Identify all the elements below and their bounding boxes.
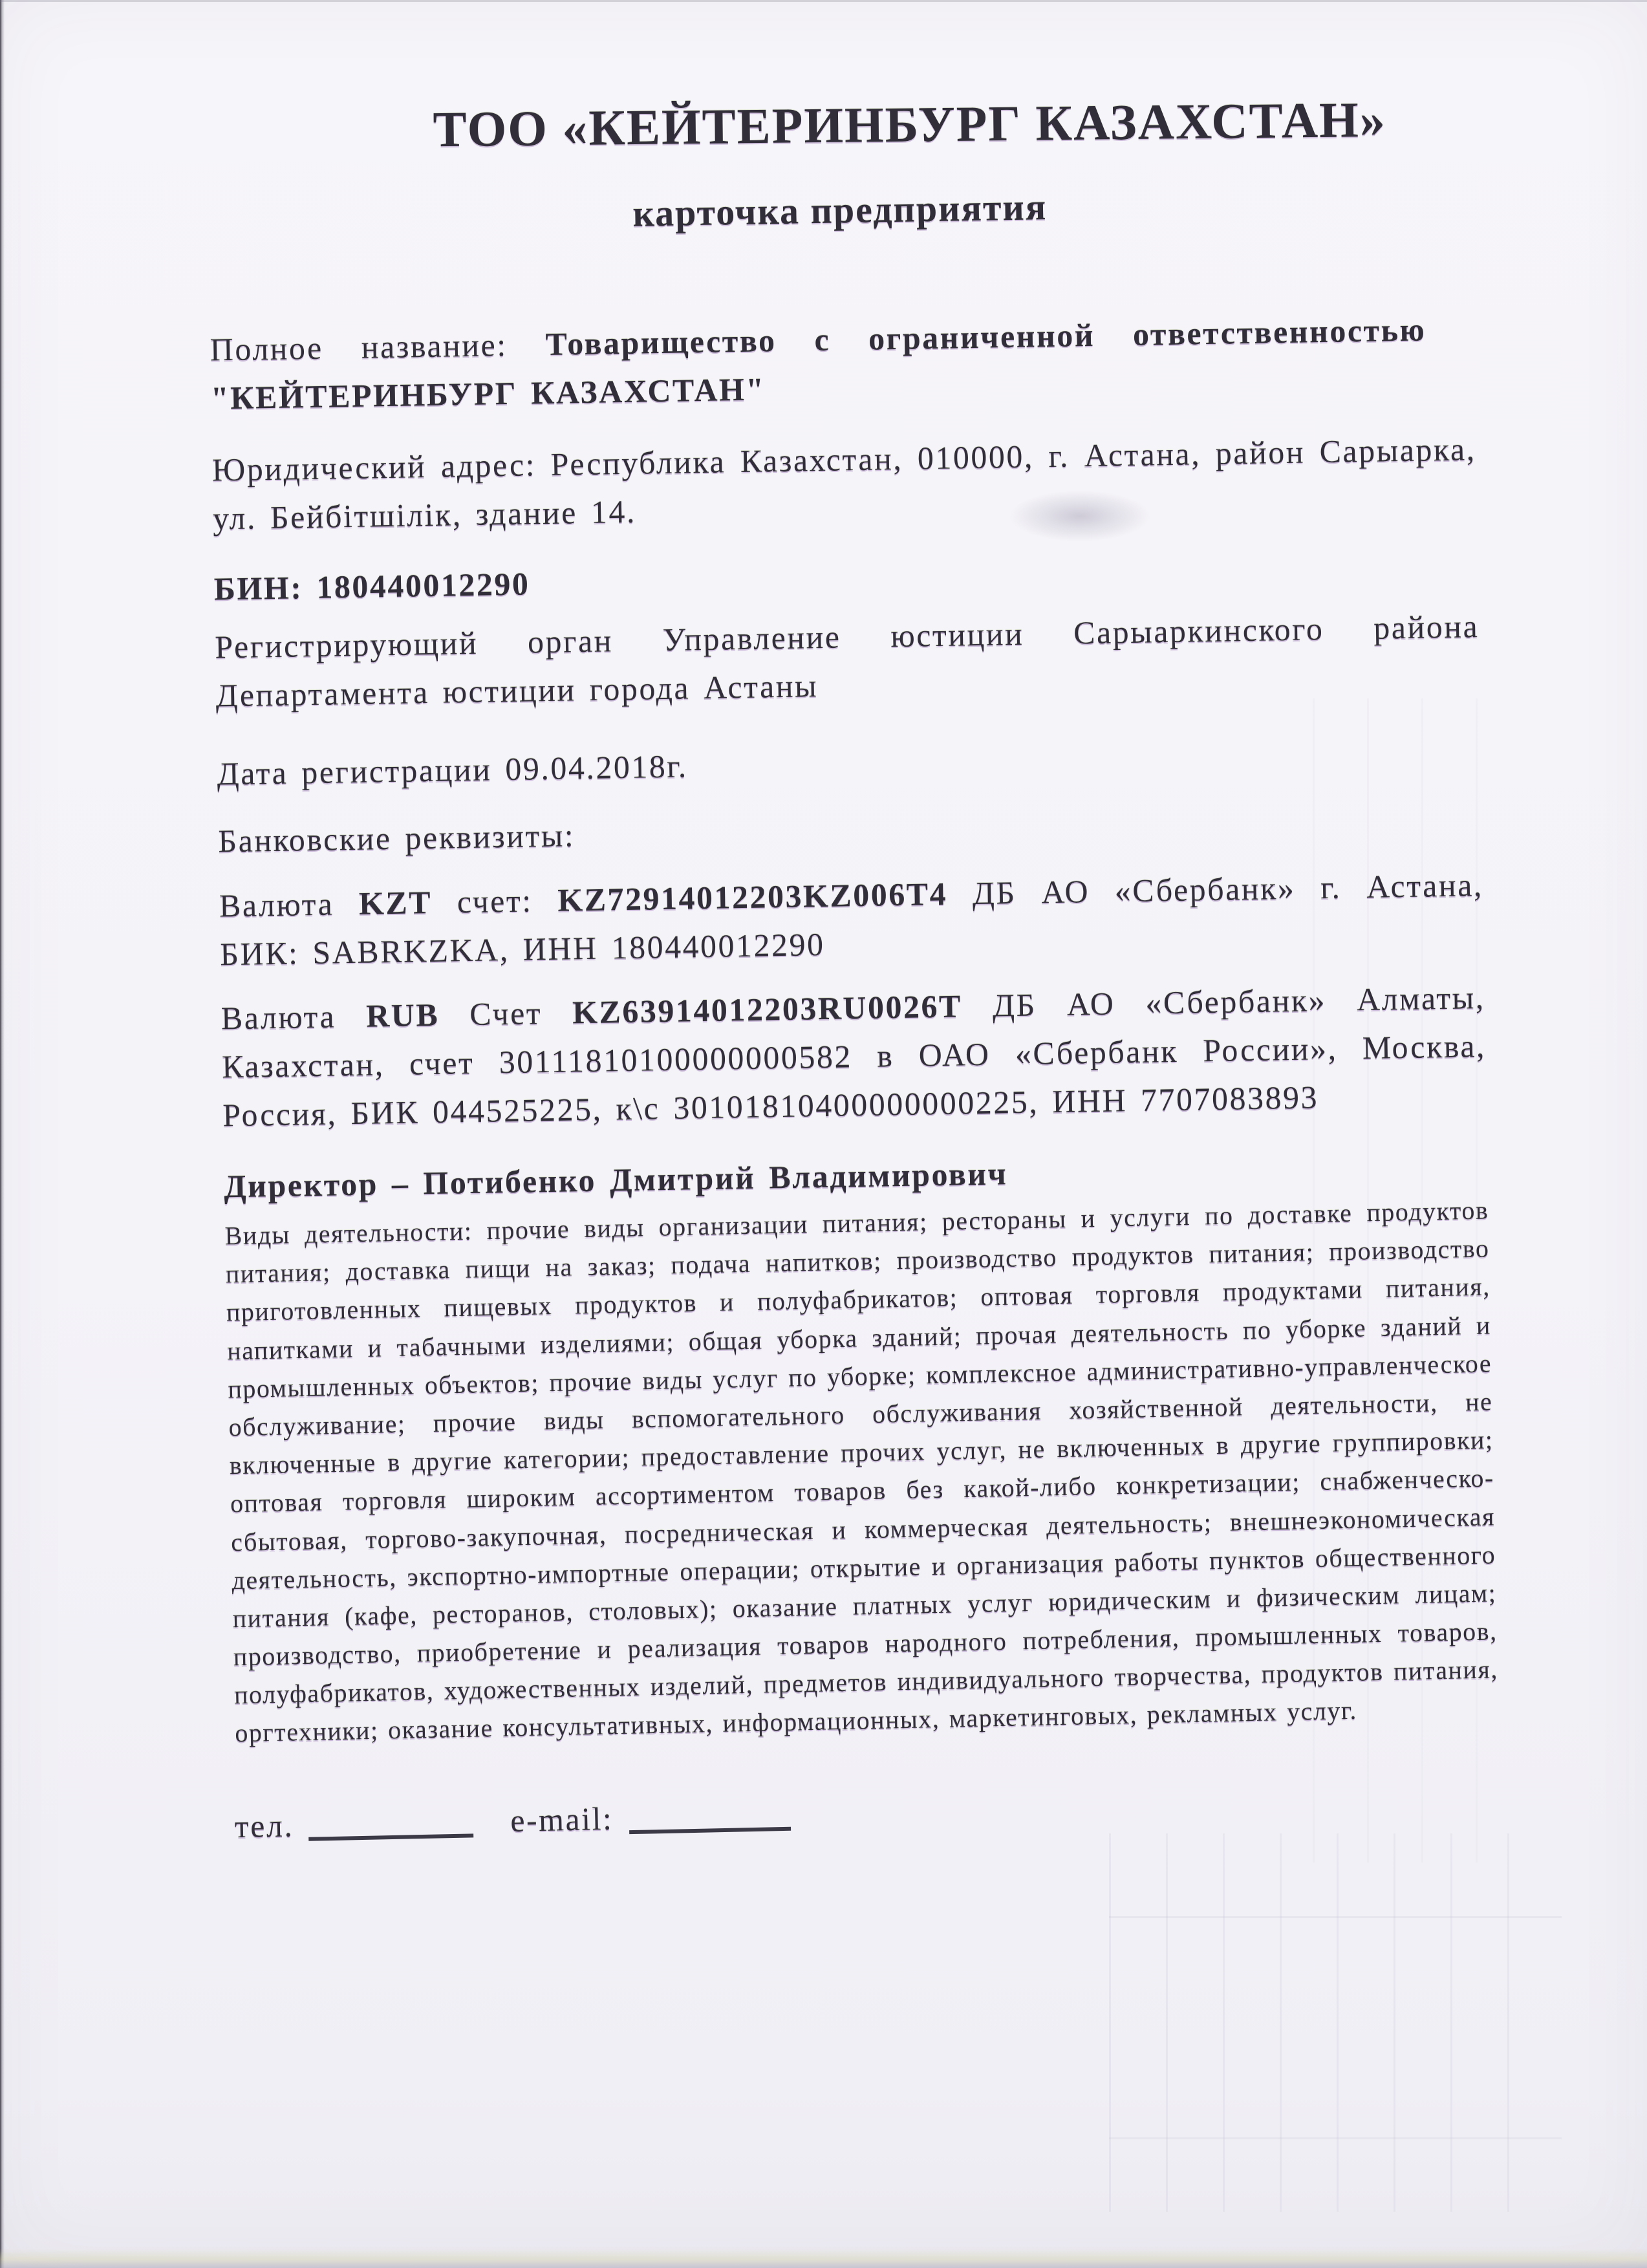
contacts-line <box>234 1775 1499 1851</box>
scan-edge-bottom <box>0 2249 1647 2268</box>
full-name-field <box>210 305 1475 422</box>
company-title: ТОО «КЕЙТЕРИНБУРГ КАЗАХСТАН» <box>433 91 1387 158</box>
bin-label: БИН: <box>213 569 303 607</box>
kzt-account-number: KZ72914012203KZ006T4 <box>557 875 948 918</box>
full-name-line1 <box>210 311 1426 367</box>
bank-details-heading: Банковские реквизиты: <box>217 817 576 859</box>
full-name-value-part1: Товарищество с ограниченной ответственностью <box>545 311 1426 362</box>
email-label: e-mail: <box>510 1800 614 1839</box>
activities-paragraph: Виды деятельности: прочие виды организации питания; рестораны и услуги по доставке продуктов питания; доставка пищи на заказ; подача напитков; производство продуктов питания; производство приготовленных пищевых продуктов и полуфабрикатов; оптовая торговля продуктами питания, напитками и табачными изделиями; общая уборка зданий; прочая деятельность по уборке зданий и промышленных объектов; прочие виды услуг по уборке; комплексное административно-управленческое обслуживание; прочие виды вспомогательного обслуживания хозяйственной деятельности, не включенные в другие категории; предоставление прочих услуг, не включенных в другие группировки; оптовая торговля широким ассортиментом товаров без какой-либо конкретизации; снабженческо-сбытовая, торгово-закупочная, посредническая и коммерческая деятельность; внешнеэкономическая деятельность, экспортно-импортные операции; открытие и организация работы пунктов общественного питания (кафе, ресторанов, столовых); оказание платных услуг юридическим и физическим лицам; производство, приобретение и реализация товаров народного потребления, промышленных товаров, полуфабрикатов, художественных изделий, предметов индивидуального творчества, продуктов питания, оргтехники; оказание консультативных, информационных, маркетинговых, рекламных услуг. <box>224 1195 1499 1748</box>
rub-pre: Валюта <box>221 997 367 1037</box>
registering-authority-field: Регистрирующий орган Управление юстиции Сарыаркинского района Департамента юстиции города Астаны <box>214 608 1480 714</box>
phone-label: тел. <box>234 1807 294 1845</box>
kzt-mid: счет: <box>431 881 558 920</box>
director-field: Директор – Потибенко Дмитрий Владимирович <box>223 1155 1008 1205</box>
rub-currency: RUB <box>365 996 440 1034</box>
bin-value: 180440012290 <box>316 565 530 605</box>
legal-address-field <box>211 425 1477 543</box>
kzt-account-field <box>219 861 1484 978</box>
full-name-value-part2: "КЕЙТЕРИНБУРГ КАЗАХСТАН" <box>210 371 766 416</box>
phone-blank-line <box>308 1826 473 1841</box>
rub-account-number: KZ63914012203RU0026T <box>572 988 963 1031</box>
legal-address-value: Республика Казахстан, 010000, г. Астана, район Сарыарка, ул. Бейбітшілік, здание 14. <box>212 431 1477 537</box>
kzt-pre: Валюта <box>219 885 360 924</box>
rub-account-field <box>221 973 1487 1139</box>
kzt-post: ДБ АО «Сбербанк» г. Астана, БИК: SABRKZKA, ИНН 180440012290 <box>219 867 1484 973</box>
kzt-currency: KZT <box>358 883 433 922</box>
bin-field <box>213 544 1478 613</box>
rub-post: ДБ АО «Сбербанк» Алматы, Казахстан, счет 30111810100000000582 в ОАО «Сбербанк России», Москва, Россия, БИК 044525225, к\с 30101810400000000225, ИНН 7707083893 <box>221 979 1487 1134</box>
document-subtitle: карточка предприятия <box>632 186 1048 235</box>
email-blank-line <box>629 1819 790 1834</box>
rub-mid: Счет <box>438 994 573 1033</box>
full-name-label: Полное название: <box>210 326 508 368</box>
registration-date-field: Дата регистрации 09.04.2018г. <box>217 748 689 792</box>
legal-address-label: Юридический адрес: <box>211 446 537 488</box>
